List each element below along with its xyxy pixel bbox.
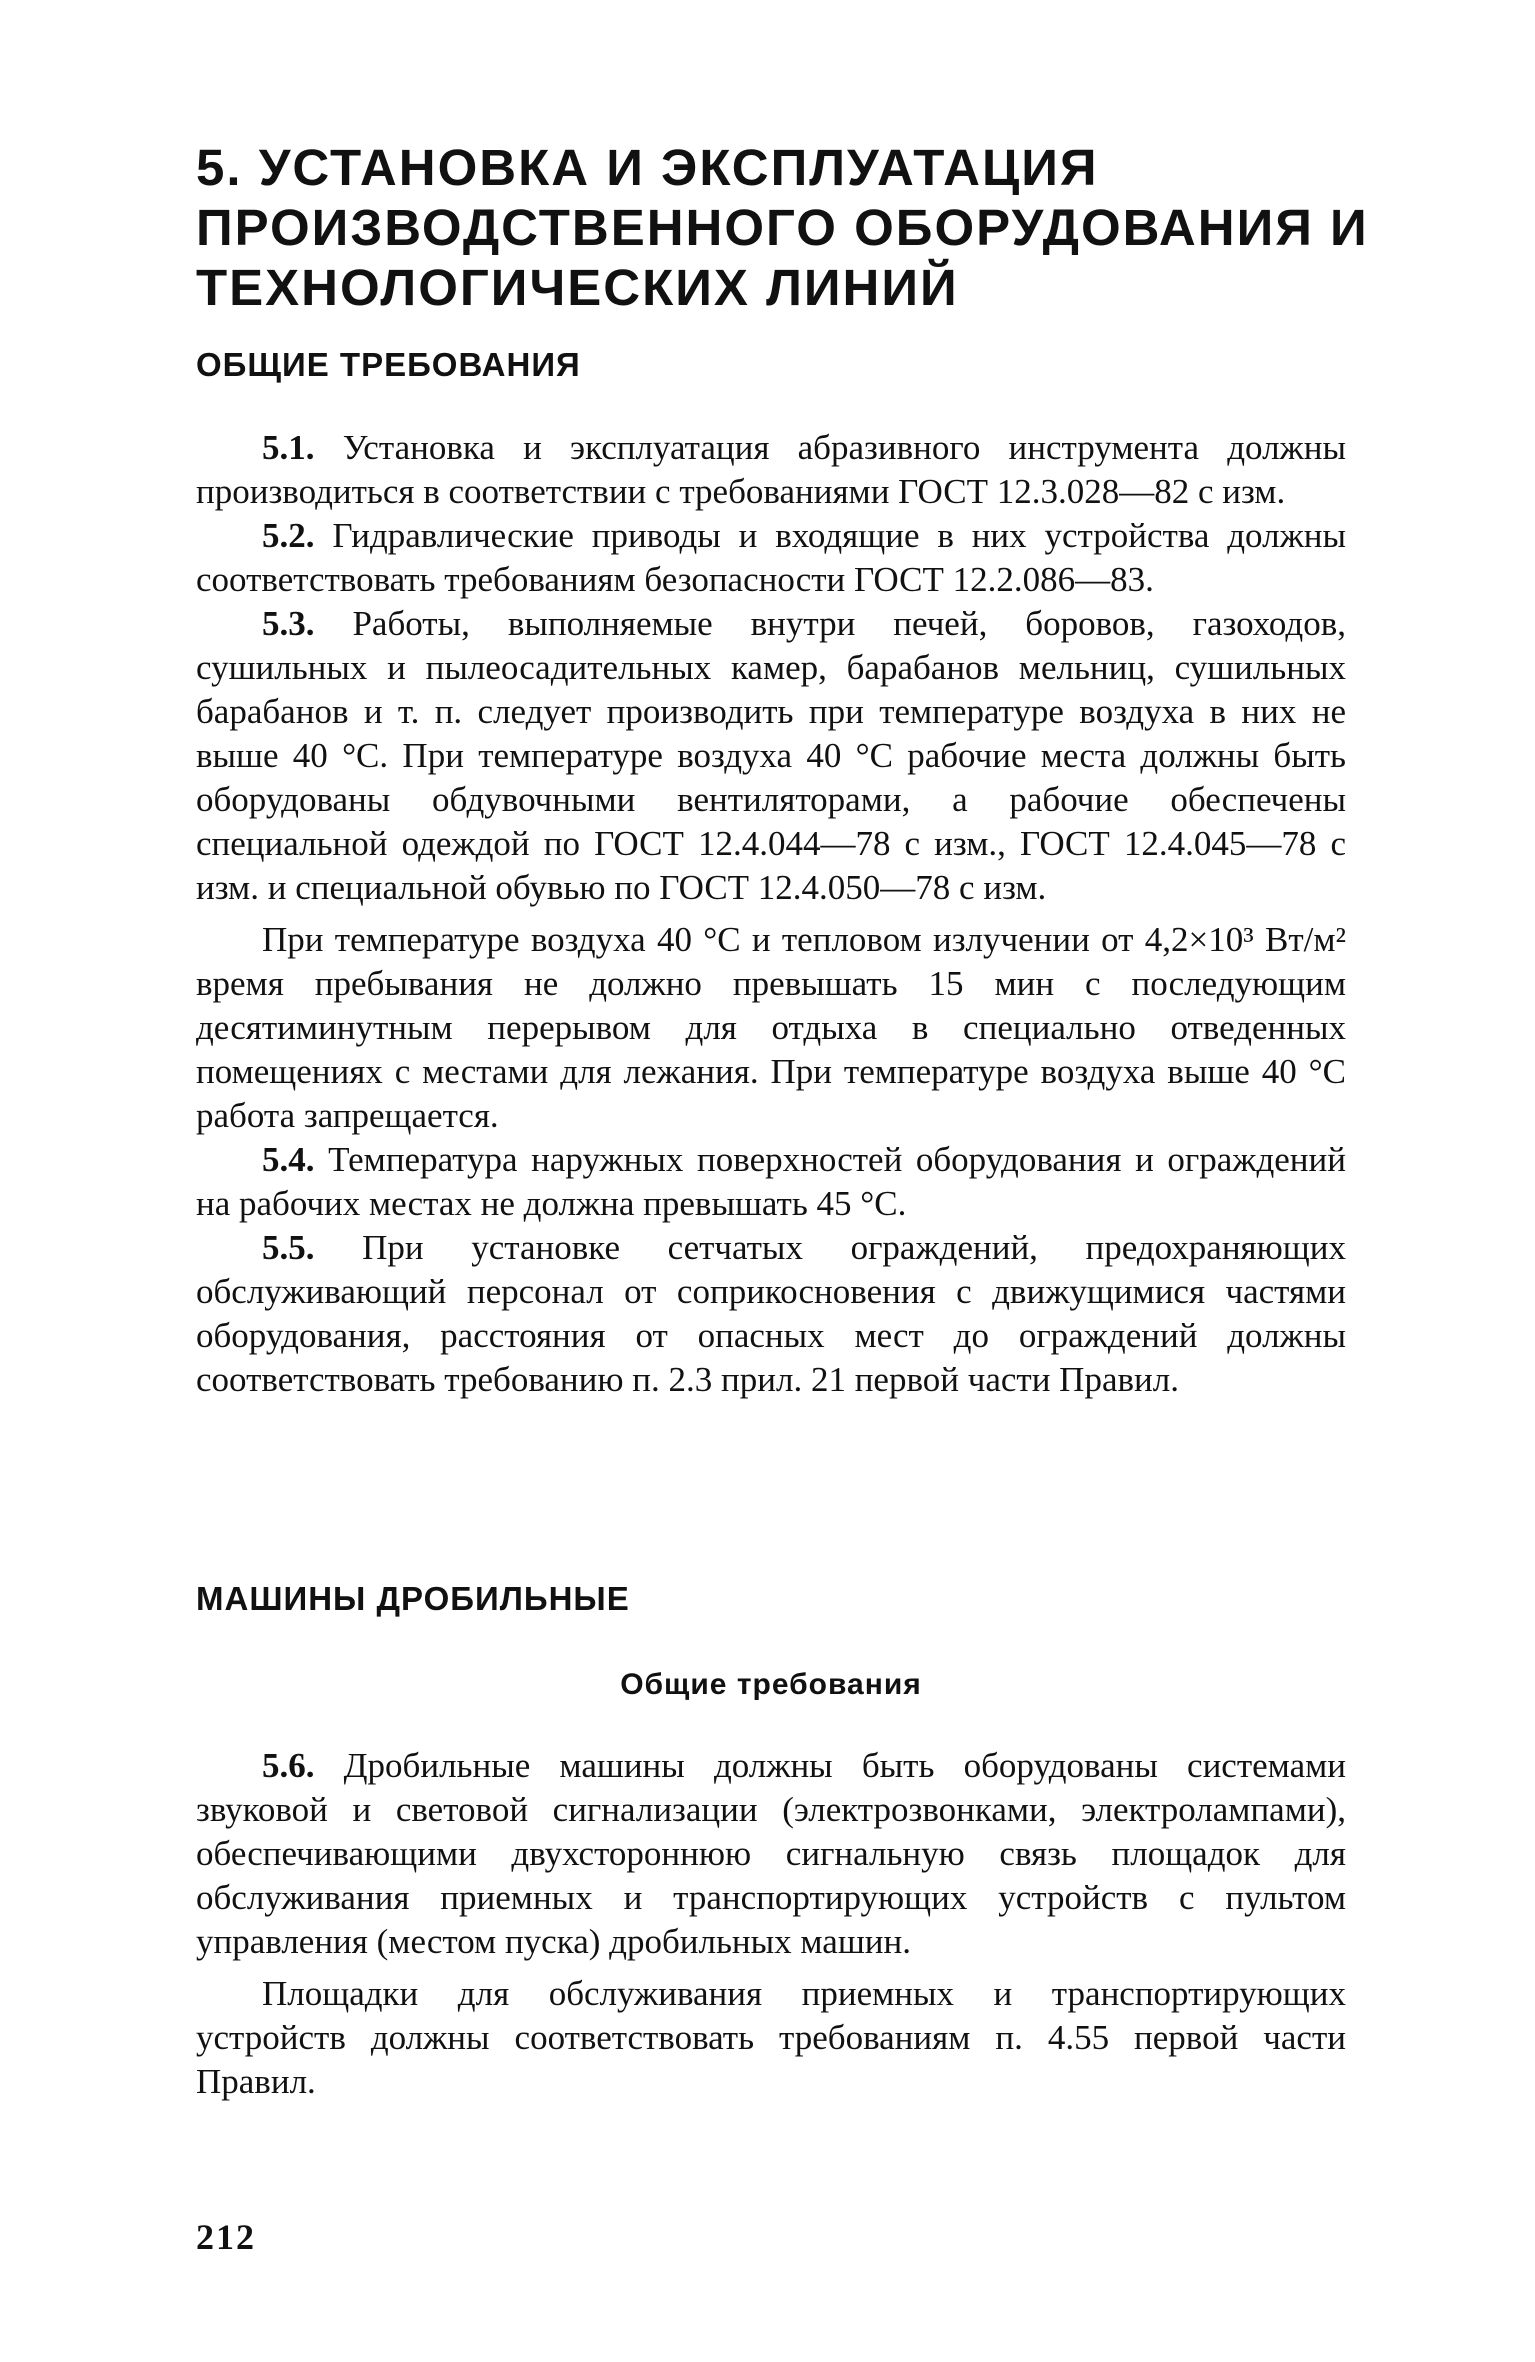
chapter-title: 5. УСТАНОВКА И ЭКСПЛУАТАЦИЯ ПРОИЗВОДСТВЕННОГО ОБОРУДОВАНИЯ И ТЕХНОЛОГИЧЕСКИХ ЛИНИЙ bbox=[196, 139, 1369, 316]
paragraph-5-4: 5.4. Температура наружных поверхностей оборудования и ограждений на рабочих местах не должна превышать 45 °С. bbox=[196, 1140, 1346, 1223]
subsection-heading: Общие требования bbox=[620, 1668, 922, 1701]
paragraph-5-2: 5.2. Гидравлические приводы и входящие в них устройства должны соответствовать требованиям безопасности ГОСТ 12.2.086—83. bbox=[196, 516, 1346, 599]
paragraph-5-6-continued: Площадки для обслуживания приемных и транспортирующих устройств должны соответствовать требованиям п. 4.55 первой части Правил. bbox=[196, 1974, 1346, 2101]
section-body-general bbox=[196, 426, 1346, 1402]
section-body-crushers bbox=[196, 1744, 1346, 2104]
section-heading-crushers: МАШИНЫ ДРОБИЛЬНЫЕ bbox=[196, 1580, 630, 1617]
paragraph-5-3-continued: При температуре воздуха 40 °С и тепловом излучении от 4,2×10³ Вт/м² время пребывания не должно превышать 15 мин с последующим десятиминутным перерывом для отдыха в специально отведенных помещениях с местами для лежания. При температуре воздуха выше 40 °С работа запрещается. bbox=[196, 920, 1346, 1135]
section-heading-general: ОБЩИЕ ТРЕБОВАНИЯ bbox=[196, 346, 581, 383]
paragraph-5-1: 5.1. Установка и эксплуатация абразивного инструмента должны производиться в соответствии с требованиями ГОСТ 12.3.028—82 с изм. bbox=[196, 428, 1346, 511]
page-number: 212 bbox=[196, 2217, 256, 2257]
paragraph-5-6: 5.6. Дробильные машины должны быть оборудованы системами звуковой и световой сигнализации (электрозвонками, электролампами), обеспечивающими двухстороннюю сигнальную связь площадок для обслуживания приемных и транспортирующих устройств с пультом управления (местом пуска) дробильных машин. bbox=[196, 1746, 1346, 1961]
paragraph-5-5: 5.5. При установке сетчатых ограждений, предохраняющих обслуживающий персонал от соприкосновения с движущимися частями оборудования, расстояния от опасных мест до ограждений должны соответствовать требованию п. 2.3 прил. 21 первой части Правил. bbox=[196, 1228, 1346, 1399]
paragraph-5-3: 5.3. Работы, выполняемые внутри печей, боровов, газоходов, сушильных и пылеосадительных камер, барабанов мельниц, сушильных барабанов и т. п. следует производить при температуре воздуха в них не выше 40 °С. При температуре воздуха 40 °С рабочие места должны быть оборудованы обдувочными вентиляторами, а рабочие обеспечены специальной одеждой по ГОСТ 12.4.044—78 с изм., ГОСТ 12.4.045—78 с изм. и специальной обувью по ГОСТ 12.4.050—78 с изм. bbox=[196, 604, 1346, 907]
